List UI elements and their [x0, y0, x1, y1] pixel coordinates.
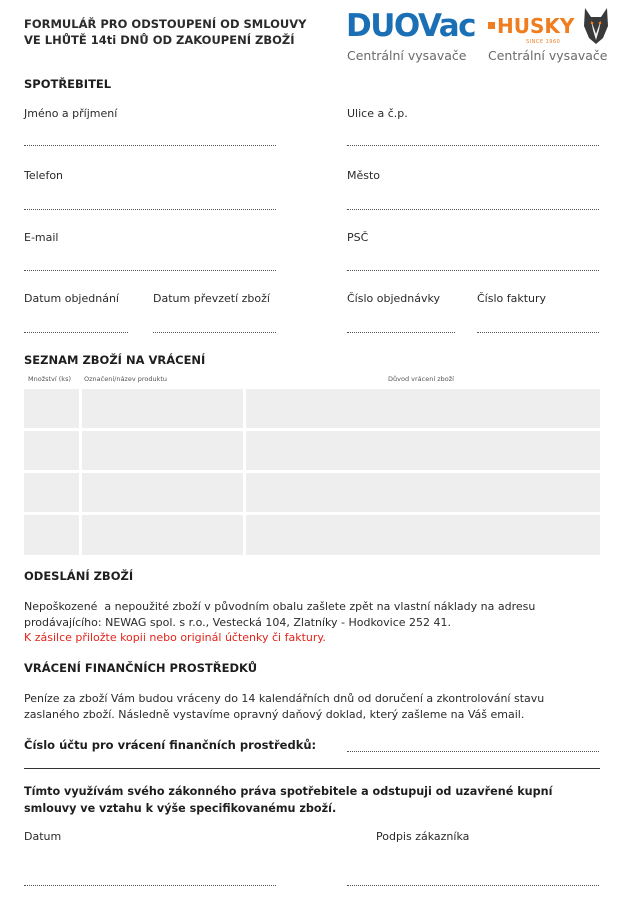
- duovac-logo: [346, 8, 476, 66]
- shipping-heading: ODESLÁNÍ ZBOŽÍ: [24, 569, 134, 583]
- city-field[interactable]: [347, 209, 599, 210]
- consumer-heading: SPOTŘEBITEL: [24, 77, 112, 91]
- street-label: Ulice a č.p.: [347, 107, 408, 120]
- phone-field[interactable]: [24, 209, 276, 210]
- col-quantity-header: Množství (ks): [28, 375, 71, 383]
- signature-field[interactable]: [347, 885, 599, 886]
- declaration-text: [24, 783, 614, 817]
- shipping-text: [24, 599, 624, 646]
- form-title-line1: FORMULÁŘ PRO ODSTOUPENÍ OD SMLOUVY: [24, 17, 307, 31]
- zip-field[interactable]: [347, 270, 599, 271]
- refund-line2: zaslaného zboží. Následně vystavíme opravný daňový doklad, který zašleme na Váš email.: [24, 707, 525, 721]
- col-reason-header: Důvod vrácení zboží: [388, 375, 454, 383]
- date-label: Datum: [24, 830, 62, 843]
- goods-row-1-reason[interactable]: [246, 389, 600, 428]
- goods-row-2-quantity[interactable]: [24, 431, 79, 470]
- duovac-logo-word-right: Vac: [417, 8, 476, 44]
- receipt-date-label: Datum převzetí zboží: [153, 292, 270, 305]
- name-label: Jméno a příjmení: [24, 107, 118, 120]
- account-field[interactable]: [347, 751, 599, 752]
- zip-label: PSČ: [347, 231, 369, 244]
- goods-row-3-reason[interactable]: [246, 473, 600, 512]
- husky-logo-word: HUSKY: [497, 14, 575, 38]
- goods-row-4-product[interactable]: [82, 515, 243, 555]
- declaration-line1: Tímto využívám svého zákonného práva spotřebitele a odstupuji od uzavřené kupní: [24, 785, 553, 798]
- goods-row-1-product[interactable]: [82, 389, 243, 428]
- invoice-number-field[interactable]: [477, 332, 599, 333]
- goods-row-3-product[interactable]: [82, 473, 243, 512]
- duovac-logo-word-left: DUO: [346, 8, 418, 44]
- declaration-line2: smlouvy ve vztahu k výše specifikovanému zboží.: [24, 802, 337, 815]
- goods-row-4-reason[interactable]: [246, 515, 600, 555]
- goods-heading: SEZNAM ZBOŽÍ NA VRÁCENÍ: [24, 353, 206, 367]
- street-field[interactable]: [347, 145, 599, 146]
- goods-row-3-quantity[interactable]: [24, 473, 79, 512]
- order-date-field[interactable]: [24, 332, 128, 333]
- refund-text: [24, 691, 624, 722]
- goods-row-4-quantity[interactable]: [24, 515, 79, 555]
- city-label: Město: [347, 169, 381, 182]
- invoice-number-label: Číslo faktury: [477, 292, 547, 305]
- email-field[interactable]: [24, 270, 276, 271]
- order-number-field[interactable]: [347, 332, 455, 333]
- refund-heading: VRÁCENÍ FINANČNÍCH PROSTŘEDKŮ: [24, 661, 258, 675]
- duovac-logo-tagline: Centrální vysavače: [347, 48, 467, 63]
- receipt-date-field[interactable]: [153, 332, 276, 333]
- husky-logo-tagline: Centrální vysavače: [488, 48, 608, 63]
- husky-dog-icon: [582, 6, 610, 46]
- husky-logo-mark: [488, 22, 495, 29]
- shipping-line1: Nepoškozené a nepoužité zboží v původním obalu zašlete zpět na vlastní náklady na adresu: [24, 600, 536, 613]
- goods-row-1-quantity[interactable]: [24, 389, 79, 428]
- phone-label: Telefon: [24, 169, 64, 182]
- account-label: Číslo účtu pro vrácení finančních prostředků:: [24, 738, 317, 752]
- name-field[interactable]: [24, 145, 276, 146]
- goods-row-2-product[interactable]: [82, 431, 243, 470]
- form-title-line2: VE LHŮTĚ 14ti DNŮ OD ZAKOUPENÍ ZBOŽÍ: [24, 33, 295, 47]
- order-date-label: Datum objednání: [24, 292, 119, 305]
- form-title: [24, 16, 307, 48]
- shipping-note: K zásilce přiložte kopii nebo originál účtenky či faktury.: [24, 631, 326, 644]
- goods-row-2-reason[interactable]: [246, 431, 600, 470]
- col-product-header: Označení/název produktu: [84, 375, 168, 383]
- refund-line1: Peníze za zboží Vám budou vráceny do 14 kalendářních dnů od doručení a zkontrolování stavu: [24, 692, 545, 705]
- shipping-line2: prodávajícího: NEWAG spol. s r.o., Vestecká 104, Zlatníky - Hodkovice 252 41.: [24, 615, 452, 629]
- signature-label: Podpis zákazníka: [376, 830, 470, 843]
- section-divider: [24, 768, 600, 769]
- order-number-label: Číslo objednávky: [347, 292, 440, 305]
- husky-logo: [488, 6, 612, 66]
- email-label: E-mail: [24, 231, 59, 244]
- date-field[interactable]: [24, 885, 276, 886]
- husky-logo-since: SINCE 1960: [526, 39, 561, 45]
